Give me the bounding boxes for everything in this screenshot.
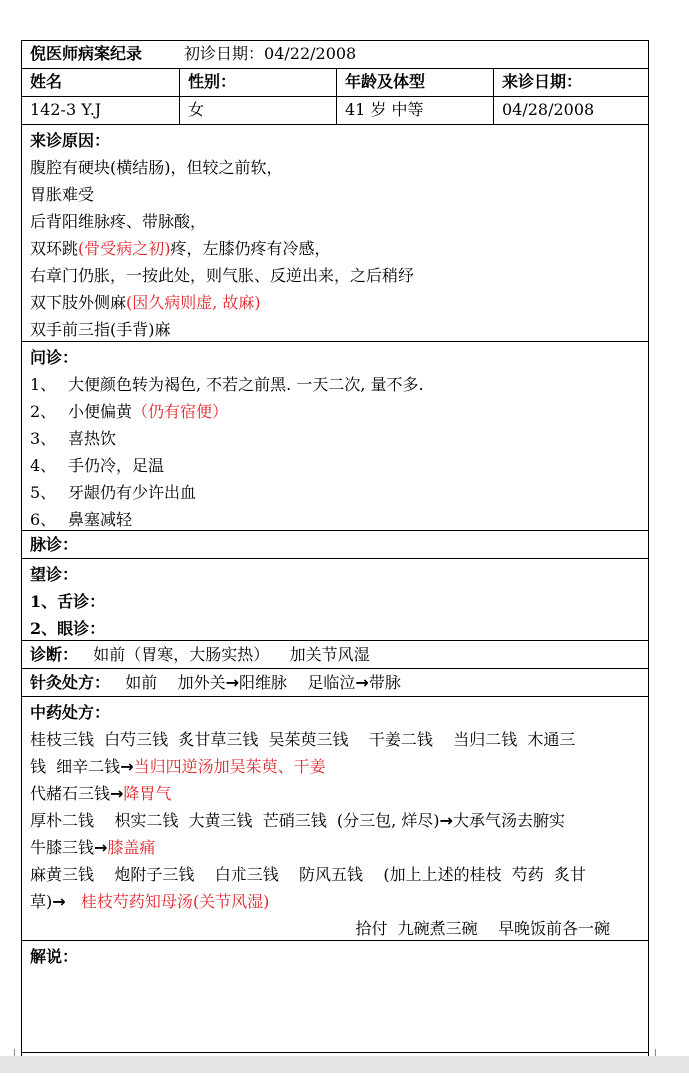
- inspection-heading: 望诊：: [30, 565, 79, 584]
- diagnosis-line: [30, 641, 640, 668]
- inquiry-item: [30, 371, 640, 398]
- acupuncture-section: [21, 668, 649, 696]
- inquiry-item-text: 小便偏黄: [68, 402, 133, 421]
- arrow-icon: →: [120, 757, 134, 776]
- herbal-line-2-text: 钱 细辛二钱: [30, 757, 121, 776]
- herbal-line-4-note: 大承气汤去腑实: [452, 811, 565, 830]
- reason-line-6: [30, 289, 640, 316]
- inquiry-item-number: 5、: [30, 483, 57, 502]
- age-label: 年龄及体型: [337, 69, 494, 96]
- visit-date-label: 来诊日期：: [502, 72, 583, 91]
- case-record-form: [21, 40, 649, 1064]
- inquiry-item: [30, 479, 640, 506]
- inquiry-section: [21, 341, 649, 530]
- info-value-row: [21, 96, 649, 124]
- herbal-line-3: [30, 780, 640, 807]
- arrow-icon: →: [225, 673, 240, 692]
- herbal-heading: 中药处方：: [30, 703, 111, 722]
- tongue-diagnosis-label: 1、舌诊：: [30, 592, 106, 611]
- herbal-line-1: 桂枝三钱 白芍三钱 炙甘草三钱 吴茱萸三钱 干姜二钱 当归二钱 木通三: [30, 730, 576, 749]
- inquiry-item-text: 手仍冷，足温: [68, 456, 165, 475]
- gender-label: 性别：: [180, 69, 337, 96]
- herbal-line-5-note: 膝盖痛: [107, 838, 156, 857]
- title-row: [21, 40, 649, 68]
- arrow-icon: →: [94, 838, 108, 857]
- acupuncture-heading: 针灸处方：: [30, 673, 111, 692]
- herbal-dosage-instructions: 拾付 九碗煮三碗 早晚饭前各一碗: [355, 919, 610, 938]
- page-break-bar: [0, 1056, 689, 1073]
- herbal-line-3-note: 降胃气: [123, 784, 172, 803]
- inquiry-item-text: 鼻塞减轻: [68, 510, 133, 529]
- arrow-icon: →: [355, 673, 369, 692]
- herbal-line-7: [30, 888, 640, 915]
- inquiry-item-number: 3、: [30, 429, 57, 448]
- reason-line-1: 腹腔有硬块(横结肠)，但较之前软，: [30, 158, 283, 177]
- eye-diagnosis-label: 2、眼诊：: [30, 619, 106, 638]
- page-title: 倪医师病案纪录: [30, 44, 143, 63]
- reason-line-4-note: (骨受病之初): [78, 239, 171, 258]
- diagnosis-section: [21, 640, 649, 668]
- herbal-line-5-text: 牛膝三钱: [30, 838, 95, 857]
- reason-line-3: 后背阳维脉疼、带脉酸，: [30, 212, 207, 231]
- acupuncture-text-2: 阳维脉 足临泣: [239, 673, 356, 692]
- name-value: 142-3 Y.J: [22, 97, 180, 124]
- explanation-heading: 解说：: [30, 947, 79, 966]
- inquiry-item-number: 4、: [30, 456, 57, 475]
- inquiry-item-number: 1、: [30, 375, 57, 394]
- inquiry-item: [30, 506, 640, 533]
- herbal-line-4-text: 厚朴二钱 枳实二钱 大黄三钱 芒硝三钱 (分三包, 烊尽): [30, 811, 440, 830]
- arrow-icon: →: [110, 784, 124, 803]
- inquiry-heading: 问诊：: [30, 348, 79, 367]
- reason-line-5: 右章门仍胀，一按此处，则气胀、反逆出来，之后稍纾: [30, 266, 415, 285]
- herbal-line-2-note: 当归四逆汤加吴茱萸、干姜: [133, 757, 326, 776]
- gender-value: 女: [180, 97, 337, 124]
- herbal-line-2: [30, 753, 640, 780]
- reason-line-4-text: 双环跳: [30, 239, 79, 258]
- inquiry-item-text: 大便颜色转为褐色, 不若之前黑. 一天二次, 量不多.: [68, 375, 424, 394]
- inspection-section: [21, 558, 649, 640]
- herbal-line-5: [30, 834, 640, 861]
- inquiry-item-text: 喜热饮: [68, 429, 117, 448]
- inquiry-item: [30, 425, 640, 452]
- inquiry-item-note: （仍有宿便）: [132, 402, 229, 421]
- inquiry-item: [30, 452, 640, 479]
- reason-line-6-text: 双下肢外侧麻: [30, 293, 127, 312]
- herbal-line-7-text: 草): [30, 892, 53, 911]
- pulse-section: [21, 530, 649, 558]
- acupuncture-text-3: 带脉: [368, 673, 401, 692]
- herbal-line-4: [30, 807, 640, 834]
- inquiry-item-text: 牙龈仍有少许出血: [68, 483, 197, 502]
- inquiry-item-number: 6、: [30, 510, 57, 529]
- reason-line-6-note: (因久病则虚, 故麻): [126, 293, 261, 312]
- inquiry-item-number: 2、: [30, 402, 57, 421]
- explanation-section: [21, 940, 649, 1052]
- herbal-line-3-text: 代赭石三钱: [30, 784, 111, 803]
- diagnosis-heading: 诊断：: [30, 645, 79, 664]
- reason-heading: 来诊原因：: [30, 131, 111, 150]
- reason-line-7: 双手前三指(手背)麻: [30, 320, 171, 339]
- pulse-heading: 脉诊：: [30, 535, 79, 554]
- acupuncture-line: [30, 669, 640, 696]
- reason-line-4-rest: 疼，左膝仍疼有冷感，: [170, 239, 331, 258]
- info-header-row: [21, 68, 649, 96]
- reason-section: [21, 124, 649, 341]
- visit-date-value: 04/28/2008: [502, 100, 595, 119]
- age-value: 41 岁 中等: [337, 97, 494, 124]
- reason-line-4: [30, 235, 640, 262]
- arrow-icon: →: [52, 892, 66, 911]
- reason-line-2: 胃胀难受: [30, 185, 95, 204]
- herbal-line-6: 麻黄三钱 炮附子三钱 白朮三钱 防风五钱 (加上上述的桂枝 芍药 炙甘: [30, 865, 586, 884]
- inquiry-item: [30, 398, 640, 425]
- first-visit-date: 初诊日期：04/22/2008: [184, 44, 357, 63]
- diagnosis-text: 如前（胃寒，大肠实热） 加关节风湿: [93, 645, 370, 664]
- herbal-section: [21, 696, 649, 940]
- arrow-icon: →: [439, 811, 453, 830]
- name-label: 姓名: [22, 69, 180, 96]
- acupuncture-text-1: 如前 加外关: [125, 673, 226, 692]
- herbal-line-7-note: 桂枝芍药知母汤(关节风湿): [80, 892, 270, 911]
